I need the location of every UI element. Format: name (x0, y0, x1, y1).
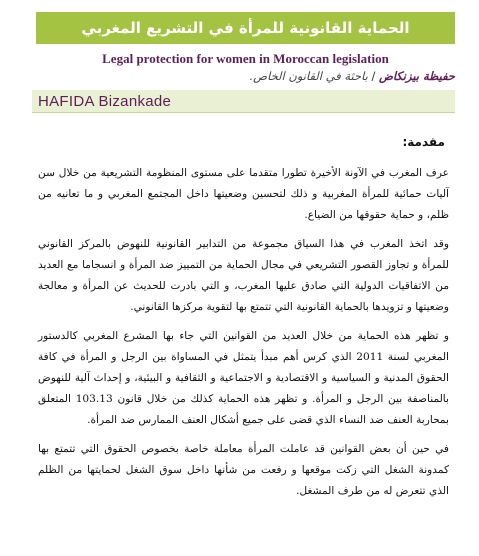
author-role: باحثة في القانون الخاص. (249, 69, 368, 83)
title-banner (36, 12, 455, 44)
paragraph-1: عرف المغرب في الآونة الأخيرة تطورا متقدما على مستوى المنظومة التشريعية من خلال سن آليات حمائية للمرأة المغربية و ذلك لتحسين وضعيتها داخل المجتمع المغربي و ما تعانيه من ظلم، و حماية حقوقها من الضياع. (38, 167, 449, 221)
author-line (250, 69, 455, 83)
author-name-arabic: حفيظة بيزنكاض (379, 69, 455, 83)
section-heading: مقدمة: (402, 135, 445, 149)
author-separator: / (371, 69, 376, 83)
author-name-english: HAFIDA Bizankade (38, 92, 172, 110)
document-title-english: Legal protection for women in Moroccan legislation (102, 51, 389, 66)
document-body (38, 128, 449, 510)
paragraph-2: وقد اتخذ المغرب في هذا السياق مجموعة من التدابير القانونية للنهوض بالمركز القانوني للمرأة و تجاوز القصور التشريعي في مجال الحماية من التمييز ضد المرأة و انسجاما مع العديد من الاتفاقيات الدولية التي صادق عليها المغرب، و التي بادرت للحديث عن المرأة و معالجة وضعيتها و تزويدها بالحماية القانونية التي تتمتع بها لتقوية مركزها القانوني. (38, 238, 449, 313)
author-english-banner (32, 90, 455, 113)
paragraph-3: و تظهر هذه الحماية من خلال العديد من القوانين التي جاء بها المشرع المغربي كالدستور المغربي لسنة 2011 الذي كرس أهم مبدأ يتمثل في المساواة بين الرجل و المرأة في كافة الحقوق المدنية و السياسية و الاقتصادية و الاجتماعية و الثقافية و البيئية، و إحداث آلية للنهوض بالمناصفة بين الرجل و المرأة. و تظهر هذه الحماية كذلك من خلال قانون 103.13 المتعلق بمحاربة العنف ضد النساء الذي قضى على جميع أشكال العنف الممارس ضد المرأة. (38, 330, 450, 426)
paragraph-4: في حين أن بعض القوانين قد عاملت المرأة معاملة خاصة بخصوص الحقوق التي تتمتع بها كمدونة الشغل التي زكت موقعها و رفعت من شأنها داخل سوق الشغل لحمايتها من الظلم الذي تتعرض له من طرف المشغل. (38, 443, 449, 497)
document-title-arabic: الحماية القانونية للمرأة في التشريع المغربي (81, 19, 410, 37)
